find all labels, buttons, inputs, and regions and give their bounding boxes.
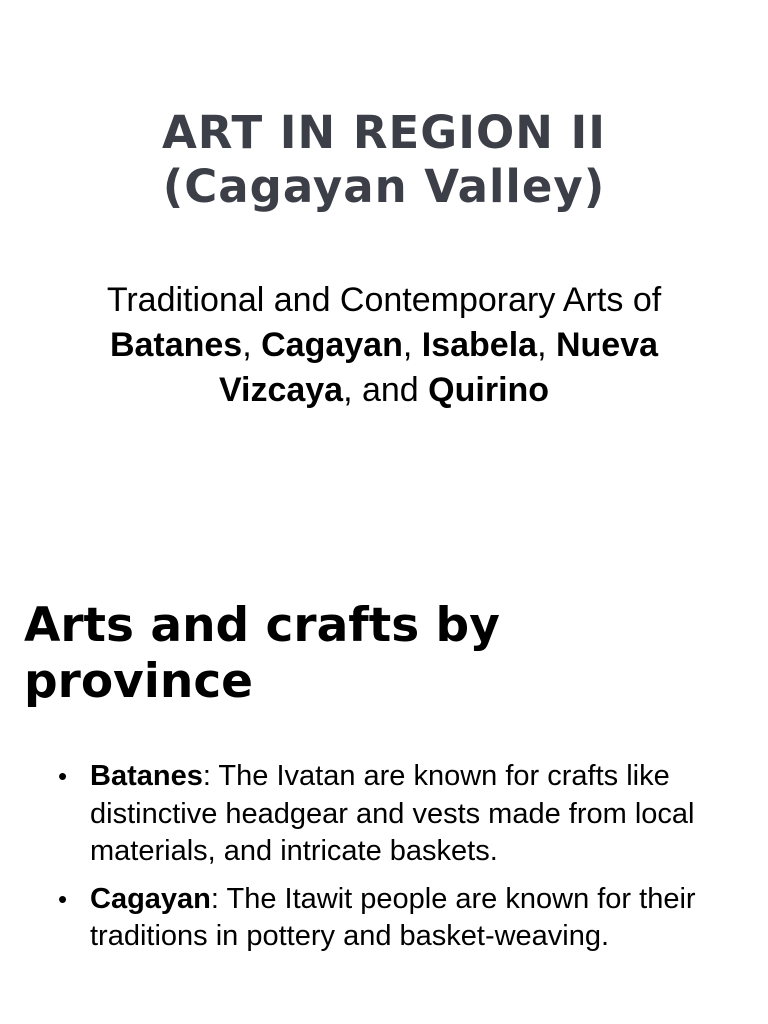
slide-title [0, 106, 768, 214]
separator: , and [343, 371, 429, 409]
content-slide [0, 560, 768, 1024]
bullet-term: Cagayan [90, 882, 211, 915]
heading-line-2: province [24, 654, 254, 709]
title-line-1: ART IN REGION II [161, 106, 607, 159]
slide-subtitle [20, 278, 748, 413]
heading-line-1: Arts and crafts by [24, 598, 500, 653]
bullet-icon: • [58, 883, 68, 914]
province-quirino: Quirino [428, 371, 550, 409]
bullet-text: : The Itawit people are known for their traditions in pottery and basket-weaving. [90, 882, 696, 952]
section-heading [24, 598, 744, 710]
province-nueva-vizcaya-part1: Nueva [555, 326, 659, 364]
province-isabela: Isabela [421, 326, 538, 364]
list-item [58, 758, 728, 871]
province-nueva-vizcaya-part2: Vizcaya [218, 371, 344, 409]
bullet-text: : The Ivatan are known for crafts like distinctive headgear and vests made from local materials, and intricate baskets. [90, 760, 695, 867]
bullet-icon: • [58, 761, 68, 791]
separator: , [537, 326, 556, 364]
separator: , [402, 326, 422, 364]
bullet-term: Batanes [90, 760, 203, 792]
subtitle-intro: Traditional and Contemporary Arts of [106, 281, 662, 319]
title-line-2: (Cagayan Valley) [162, 160, 606, 213]
separator: , [242, 326, 262, 364]
province-cagayan: Cagayan [261, 326, 403, 364]
list-item [58, 881, 728, 956]
province-batanes: Batanes [109, 326, 243, 364]
bullet-list [58, 758, 728, 966]
